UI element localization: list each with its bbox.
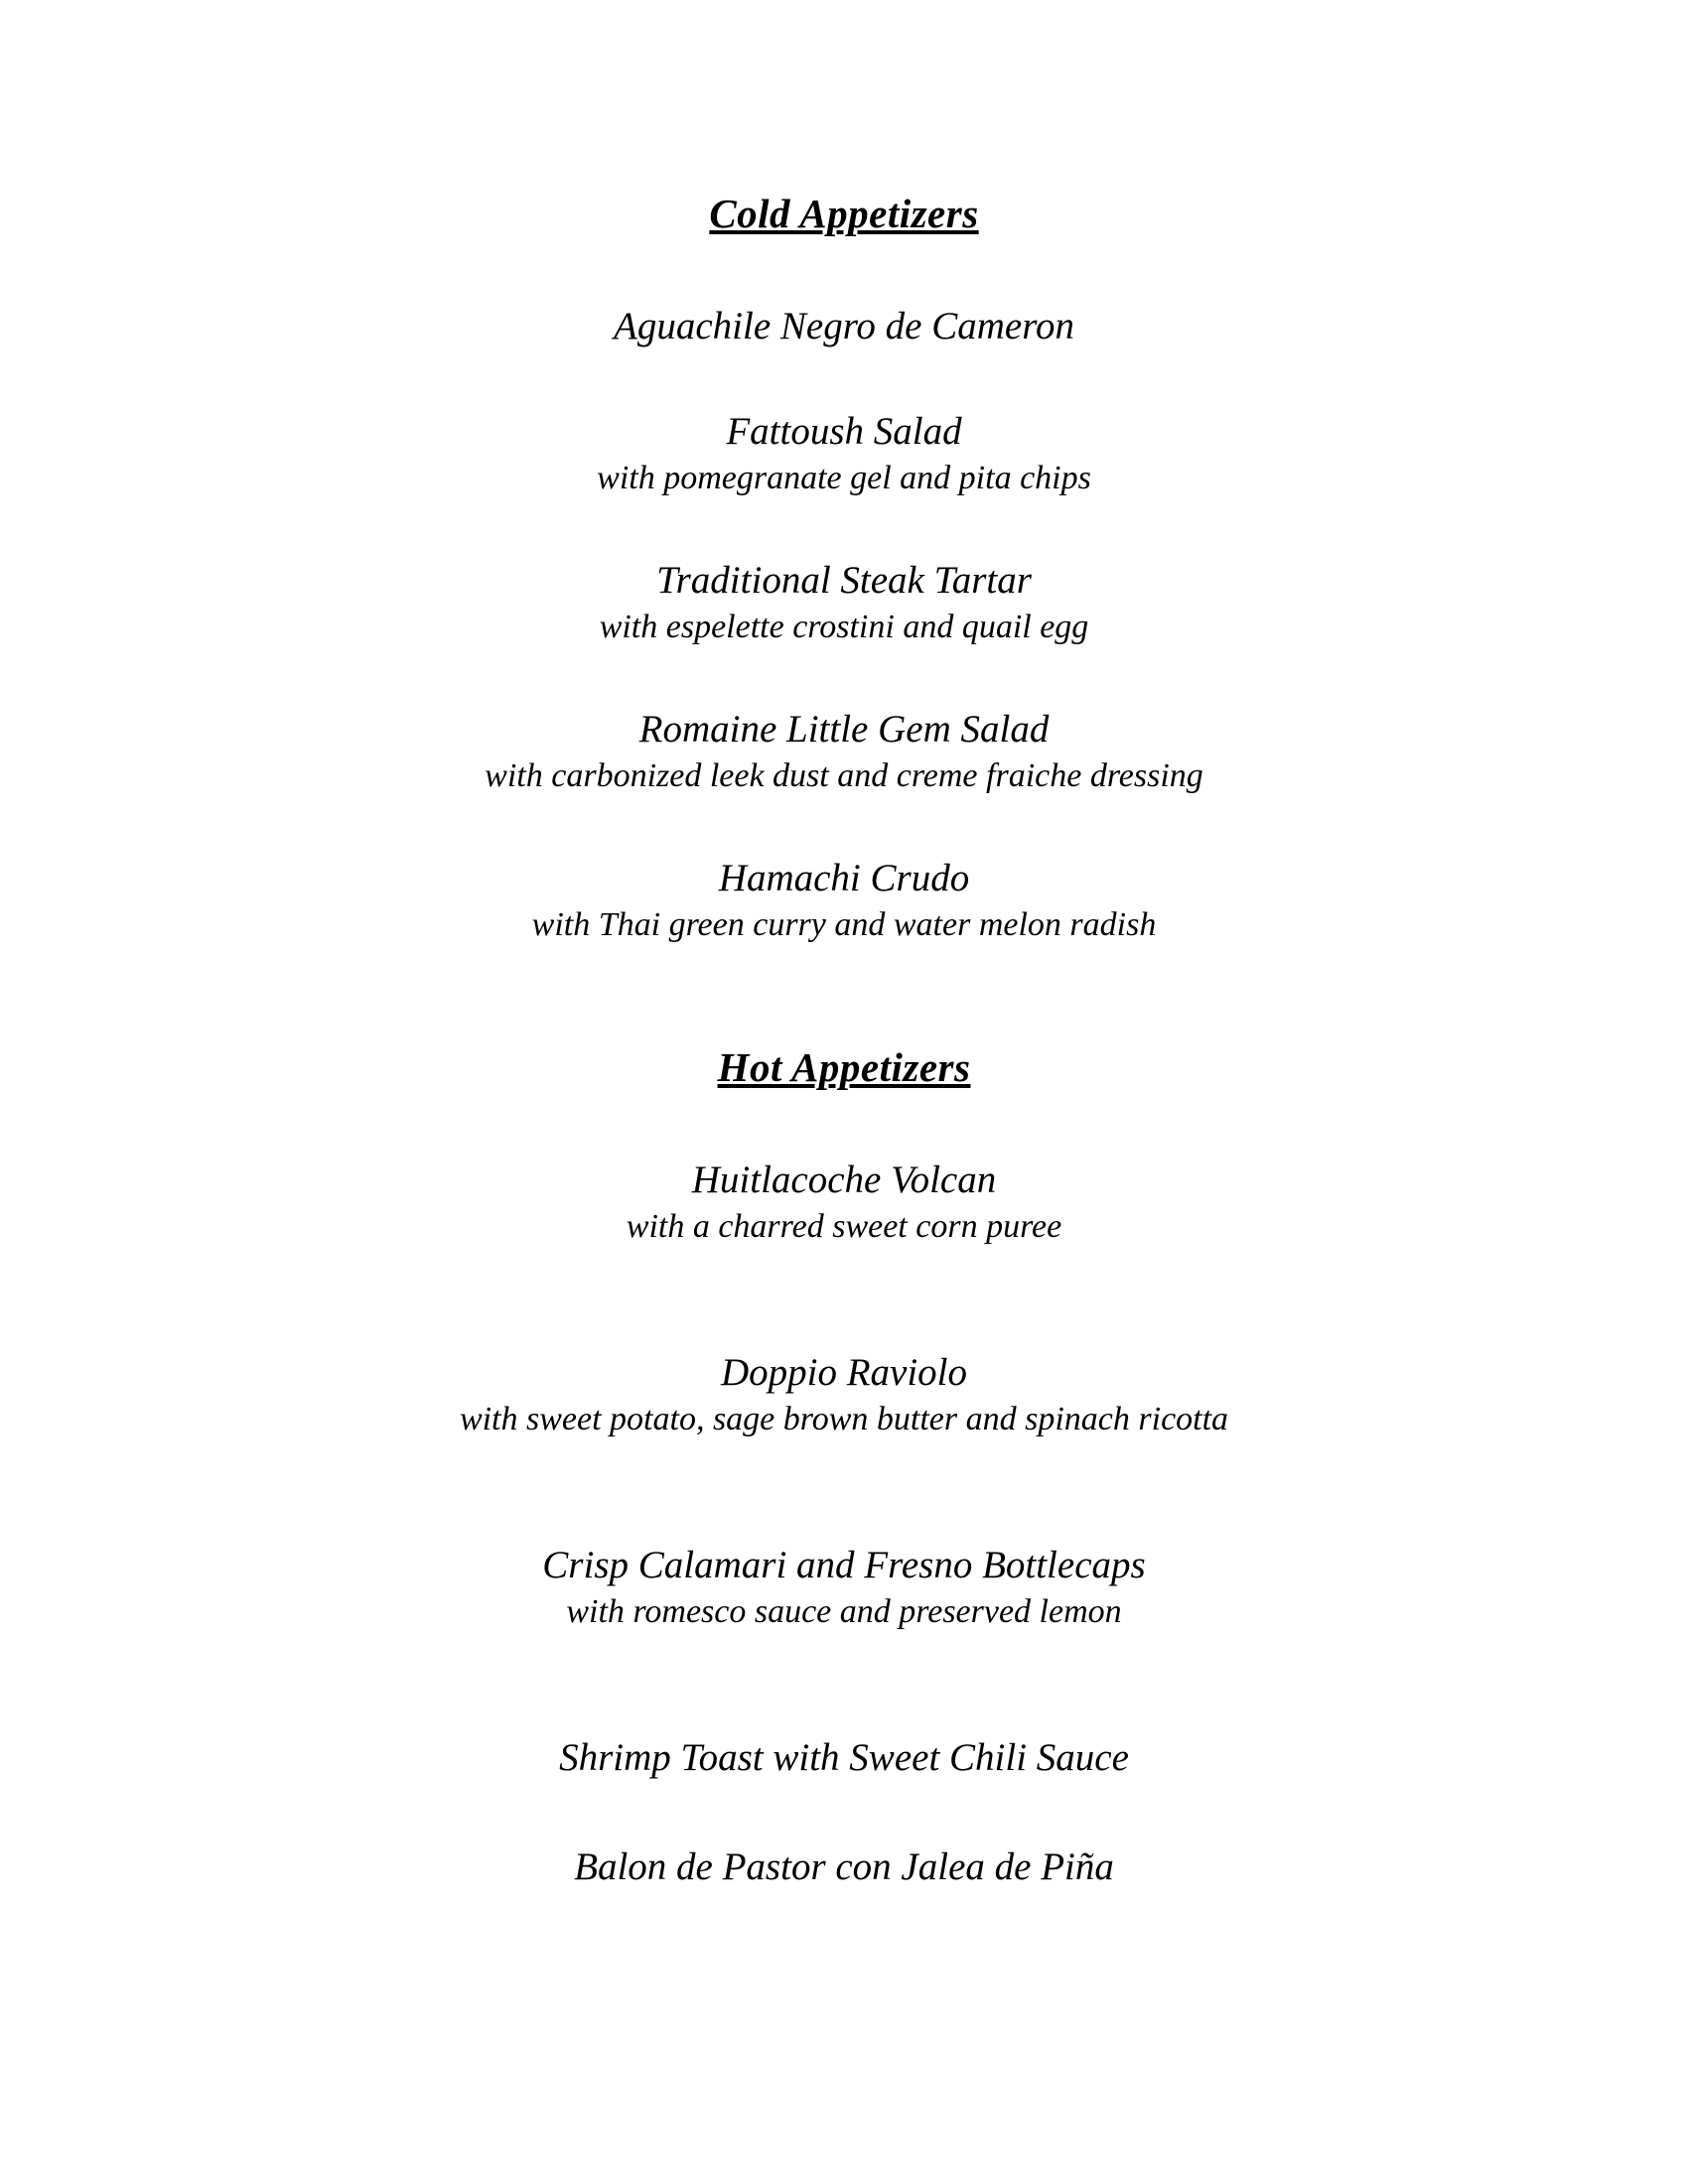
menu-item-name: Traditional Steak Tartar [656, 559, 1032, 602]
menu-item-description: with pomegranate gel and pita chips [597, 460, 1091, 496]
menu-item-description: with Thai green curry and water melon radish [531, 906, 1157, 943]
menu-item-name: Fattoush Salad [726, 410, 962, 453]
menu-item-name: Crisp Calamari and Fresno Bottlecaps [542, 1544, 1146, 1586]
menu-item-name: Balon de Pastor con Jalea de Piña [574, 1845, 1114, 1888]
menu-item-name: Romaine Little Gem Salad [638, 708, 1050, 751]
section-title-cold-appetizers: Cold Appetizers [709, 191, 979, 236]
menu-item-description: with a charred sweet corn puree [626, 1208, 1062, 1245]
menu-item-name: Aguachile Negro de Cameron [614, 305, 1074, 347]
section-cold-appetizers [199, 189, 1489, 947]
menu-item [199, 407, 1489, 500]
section-hot-appetizers [199, 1042, 1489, 1892]
menu-item-name: Huitlacoche Volcan [691, 1159, 997, 1201]
menu-item [199, 854, 1489, 947]
menu-item [199, 1541, 1489, 1634]
menu-item [199, 556, 1489, 649]
menu-item-name: Doppio Raviolo [720, 1351, 968, 1394]
menu-item [199, 1348, 1489, 1441]
menu-item-name: Hamachi Crudo [718, 857, 970, 899]
menu-item [199, 705, 1489, 798]
menu-item-description: with espelette crostini and quail egg [599, 609, 1089, 645]
menu-item-description: with carbonized leek dust and creme fraiche dressing [485, 757, 1203, 794]
menu [199, 189, 1489, 1892]
menu-item-description: with romesco sauce and preserved lemon [566, 1593, 1122, 1630]
menu-item [199, 1843, 1489, 1892]
menu-item [199, 1156, 1489, 1249]
menu-item-description: with sweet potato, sage brown butter and spinach ricotta [459, 1401, 1229, 1437]
section-title-hot-appetizers: Hot Appetizers [717, 1044, 971, 1090]
menu-item-name: Shrimp Toast with Sweet Chili Sauce [559, 1736, 1129, 1779]
menu-item [199, 302, 1489, 351]
menu-item [199, 1733, 1489, 1783]
